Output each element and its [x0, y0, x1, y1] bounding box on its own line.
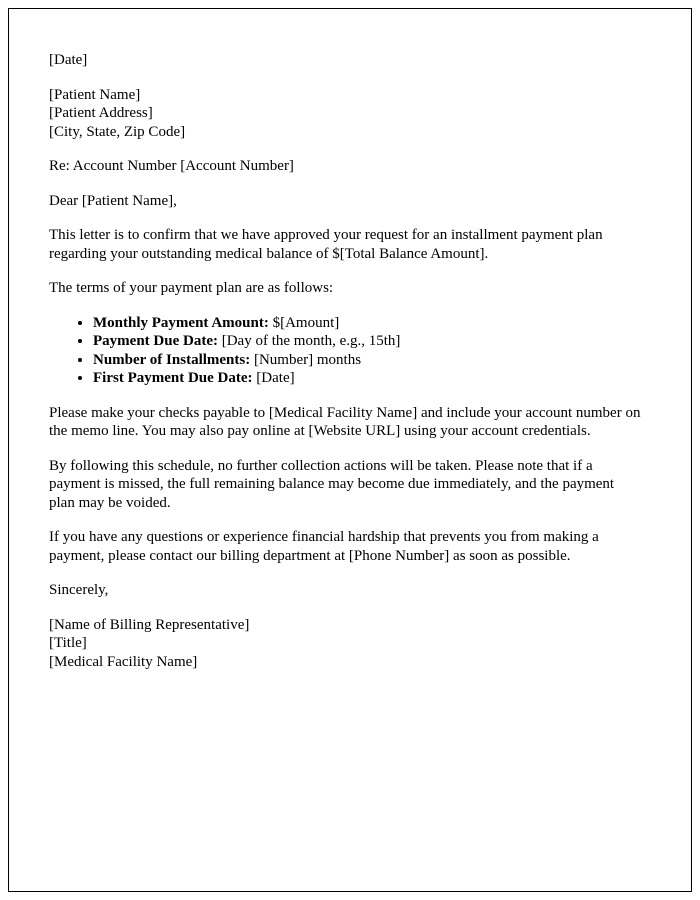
signature-title-line: [Title]	[49, 635, 87, 651]
date-line: [Date]	[49, 52, 88, 68]
installment-payment-letter	[49, 51, 641, 671]
signature-representative-line: [Name of Billing Representative]	[49, 616, 250, 633]
re-line: Re: Account Number [Account Number]	[49, 158, 294, 174]
city-state-zip-line: [City, State, Zip Code]	[49, 123, 186, 140]
term-value: [Date]	[252, 370, 295, 386]
paragraph-contact: If you have any questions or experience financial hardship that prevents you from making a payment, please contact our billing department at [Phone Number] as soon as possible.	[49, 529, 599, 564]
salutation: Dear [Patient Name],	[49, 192, 177, 209]
patient-address-line: [Patient Address]	[49, 105, 153, 121]
paragraph-intro: This letter is to confirm that we have approved your request for an installment payment plan regarding your outstanding medical balance of $[Total Balance Amount].	[49, 227, 603, 262]
paragraph-payment-instructions: Please make your checks payable to [Medical Facility Name] and include your account number on the memo line. You may also pay online at [Website URL] using your account credentials.	[49, 404, 641, 439]
term-first-payment-due-date	[93, 369, 641, 388]
term-payment-due-date	[93, 332, 641, 351]
closing: Sincerely,	[49, 582, 109, 598]
term-label: Number of Installments:	[93, 351, 251, 368]
paragraph-schedule-notice: By following this schedule, no further collection actions will be taken. Please note that if a payment is missed, the full remaining balance may become due immediately, and the payment plan may be voided.	[49, 457, 615, 511]
recipient-address-block	[49, 86, 641, 142]
term-value: [Number] months	[250, 351, 362, 368]
patient-name-line: [Patient Name]	[49, 86, 141, 103]
paragraph-terms-lead: The terms of your payment plan are as follows:	[49, 280, 334, 296]
signature-facility-line: [Medical Facility Name]	[49, 653, 198, 670]
payment-terms-list	[49, 314, 641, 388]
letter-page	[8, 8, 692, 892]
signature-block	[49, 616, 641, 672]
term-value: $[Amount]	[268, 314, 340, 331]
term-label: Monthly Payment Amount:	[93, 314, 269, 331]
term-label: Payment Due Date:	[93, 333, 218, 349]
term-monthly-payment-amount	[93, 314, 641, 333]
term-number-of-installments	[93, 351, 641, 370]
term-value: [Day of the month, e.g., 15th]	[217, 333, 401, 349]
term-label: First Payment Due Date:	[93, 370, 253, 386]
